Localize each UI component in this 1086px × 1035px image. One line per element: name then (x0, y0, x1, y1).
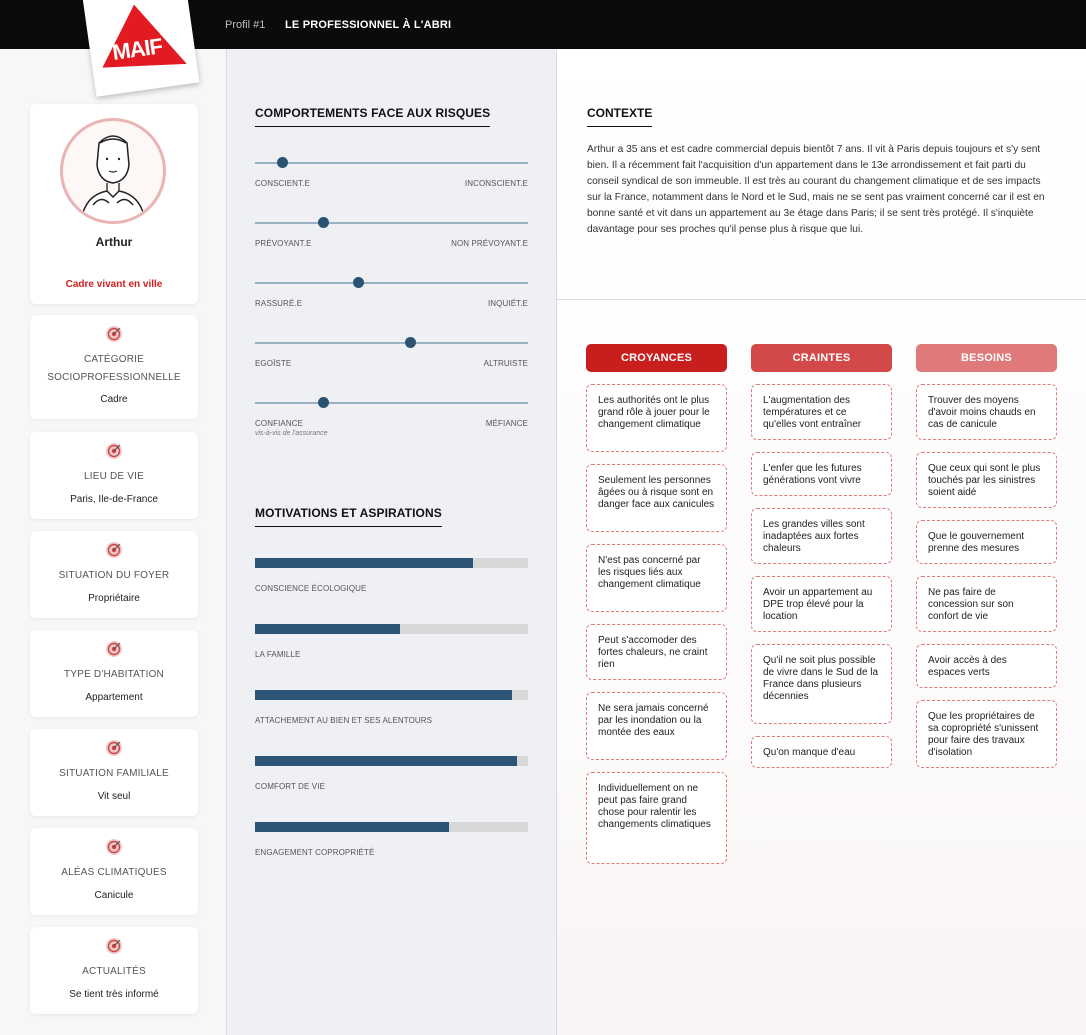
target-icon (105, 739, 123, 762)
note-card: Que le gouvernement prenne des mesures (916, 520, 1057, 564)
slider-handle[interactable] (277, 157, 288, 168)
target-icon (105, 442, 123, 465)
info-card-label: SITUATION FAMILIALE (59, 768, 169, 779)
slider-track (255, 402, 528, 404)
info-card (30, 828, 198, 915)
middle-panel (226, 49, 557, 1035)
slider-left-label: RASSURÉ.E (255, 299, 303, 308)
risk-behaviors-title: COMPORTEMENTS FACE AUX RISQUES (255, 106, 490, 127)
motivation-bar-label: ENGAGEMENT COPROPRIÉTÉ (255, 848, 375, 857)
persona-card (30, 104, 198, 304)
note-card: Avoir accès à des espaces verts (916, 644, 1057, 688)
motivation-bar-label: COMFORT DE VIE (255, 782, 326, 791)
motivations-title: MOTIVATIONS ET ASPIRATIONS (255, 506, 442, 527)
slider-handle[interactable] (353, 277, 364, 288)
slider-handle[interactable] (405, 337, 416, 348)
slider-handle[interactable] (318, 217, 329, 228)
info-card-value: Se tient très informé (69, 989, 159, 1000)
slider-left-label: CONFIANCE (255, 419, 304, 428)
note-card: Que les propriétaires de sa copropriété s'unissent pour faire des travaux d'isolation (916, 700, 1057, 768)
slider-left-label: PRÉVOYANT.E (255, 239, 312, 248)
target-icon (105, 541, 123, 564)
slider-left-label: CONSCIENT.E (255, 179, 310, 188)
context-text: Arthur a 35 ans et est cadre commercial depuis bientôt 7 ans. Il vit à Paris depuis toujours et s'y sent bien. Il a récemment fait l'acquisition d'un appartement dans le 13e arrondissement et fait parti du conseil syndical de son immeuble. Il est très au courant du changement climatique et de ses impacts sur la France, notamment dans le Nord et le Sud, mais ne se sent pas vraiment concerné car il est en bonne santé et vit dans un appartement au 3e étage dans Paris; il se sent très protégé. Il s'inquiète davantage pour ses proches qu'il pense plus à risque que lui. (587, 144, 1045, 235)
motivation-bar-label: LA FAMILLE (255, 650, 301, 659)
column-header-croyances: CROYANCES (586, 344, 727, 372)
info-card-label: ALÉAS CLIMATIQUES (61, 867, 167, 878)
motivation-bar-label: ATTACHEMENT AU BIEN ET SES ALENTOURS (255, 716, 433, 725)
profile-title: LE PROFESSIONNEL À L'ABRI (285, 19, 452, 31)
target-icon (105, 838, 123, 861)
slider-right-label: INQUIÉT.E (487, 299, 528, 308)
motivation-bar-fill (255, 822, 449, 832)
info-card-value: Canicule (94, 890, 134, 901)
motivation-bar-label: CONSCIENCE ÉCOLOGIQUE (255, 584, 367, 593)
left-sidebar (0, 49, 226, 1035)
right-panel (557, 49, 1086, 1035)
info-card (30, 729, 198, 816)
persona-subtitle: Cadre vivant en ville (65, 279, 163, 290)
slider-right-label: INCONSCIENT.E (464, 179, 528, 188)
slider-track (255, 282, 528, 284)
motivation-bar (255, 624, 528, 634)
info-card (30, 432, 198, 519)
column-header-craintes: CRAINTES (751, 344, 892, 372)
note-card: Ne pas faire de concession sur son confort de vie (916, 576, 1057, 632)
note-card: Ne sera jamais concerné par les inondation ou la montée des eaux (586, 692, 727, 760)
motivation-bar (255, 822, 528, 832)
context-title: CONTEXTE (587, 106, 652, 127)
slider-track (255, 222, 528, 224)
person-illustration-icon (63, 121, 163, 221)
motivation-bar-fill (255, 756, 517, 766)
slider-note: vis-à-vis de l'assurance (255, 430, 328, 437)
maif-logo (83, 0, 200, 97)
info-card-value: Vit seul (97, 791, 131, 802)
info-card (30, 315, 198, 419)
motivation-bar (255, 690, 528, 700)
note-card: N'est pas concerné par les risques liés aux changement climatique (586, 544, 727, 612)
info-card (30, 630, 198, 717)
note-card: Que ceux qui sont le plus touchés par les sinistres soient aidé (916, 452, 1057, 508)
info-card-value: Cadre (100, 394, 128, 405)
divider (557, 299, 1086, 300)
note-card: Les authorités ont le plus grand rôle à jouer pour le changement climatique (586, 384, 727, 452)
motivation-bar (255, 558, 528, 568)
persona-name: Arthur (95, 235, 133, 249)
motivation-bar-fill (255, 624, 400, 634)
note-card: Individuellement on ne peut pas faire grand chose pour ralentir les changements climatiques (586, 772, 727, 864)
note-card: Qu'il ne soit plus possible de vivre dans le Sud de la France dans plusieurs décennies (751, 644, 892, 724)
info-card-value: Propriétaire (88, 593, 140, 604)
slider-right-label: MÉFIANCE (485, 419, 528, 428)
note-card: L'augmentation des températures et ce qu'elles vont entraîner (751, 384, 892, 440)
info-card-label: ACTUALITÉS (82, 966, 146, 977)
avatar (60, 118, 166, 224)
slider-track (255, 162, 528, 164)
note-card: Trouver des moyens d'avoir moins chauds en cas de canicule (916, 384, 1057, 440)
note-card: Avoir un appartement au DPE trop élevé pour la location (751, 576, 892, 632)
target-icon (105, 937, 123, 960)
note-card: L'enfer que les futures générations vont vivre (751, 452, 892, 496)
target-icon (105, 325, 123, 348)
slider-left-label: EGOÏSTE (255, 359, 292, 368)
profile-number: Profil #1 (225, 19, 266, 31)
info-card-value: Appartement (85, 692, 143, 703)
info-card-label: TYPE D'HABITATION (64, 669, 164, 680)
motivation-bar (255, 756, 528, 766)
info-card-label: LIEU DE VIE (84, 471, 144, 482)
slider-right-label: NON PRÉVOYANT.E (451, 239, 528, 248)
slider-track (255, 342, 528, 344)
info-card (30, 531, 198, 618)
info-card-label: CATÉGORIE SOCIOPROFESSIONNELLE (47, 354, 181, 383)
motivation-bar-fill (255, 690, 512, 700)
slider-right-label: ALTRUISTE (483, 359, 528, 368)
target-icon (105, 640, 123, 663)
info-card (30, 927, 198, 1014)
info-card-value: Paris, Ile-de-France (70, 494, 158, 505)
slider-handle[interactable] (318, 397, 329, 408)
column-header-besoins: BESOINS (916, 344, 1057, 372)
note-card: Seulement les personnes âgées ou à risque sont en danger face aux canicules (586, 464, 727, 532)
motivation-bar-fill (255, 558, 473, 568)
info-card-label: SITUATION DU FOYER (58, 570, 170, 581)
logo-text: MAIF (110, 33, 164, 65)
note-card: Peut s'accomoder des fortes chaleurs, ne craint rien (586, 624, 727, 680)
note-card: Qu'on manque d'eau (751, 736, 892, 768)
note-card: Les grandes villes sont inadaptées aux fortes chaleurs (751, 508, 892, 564)
